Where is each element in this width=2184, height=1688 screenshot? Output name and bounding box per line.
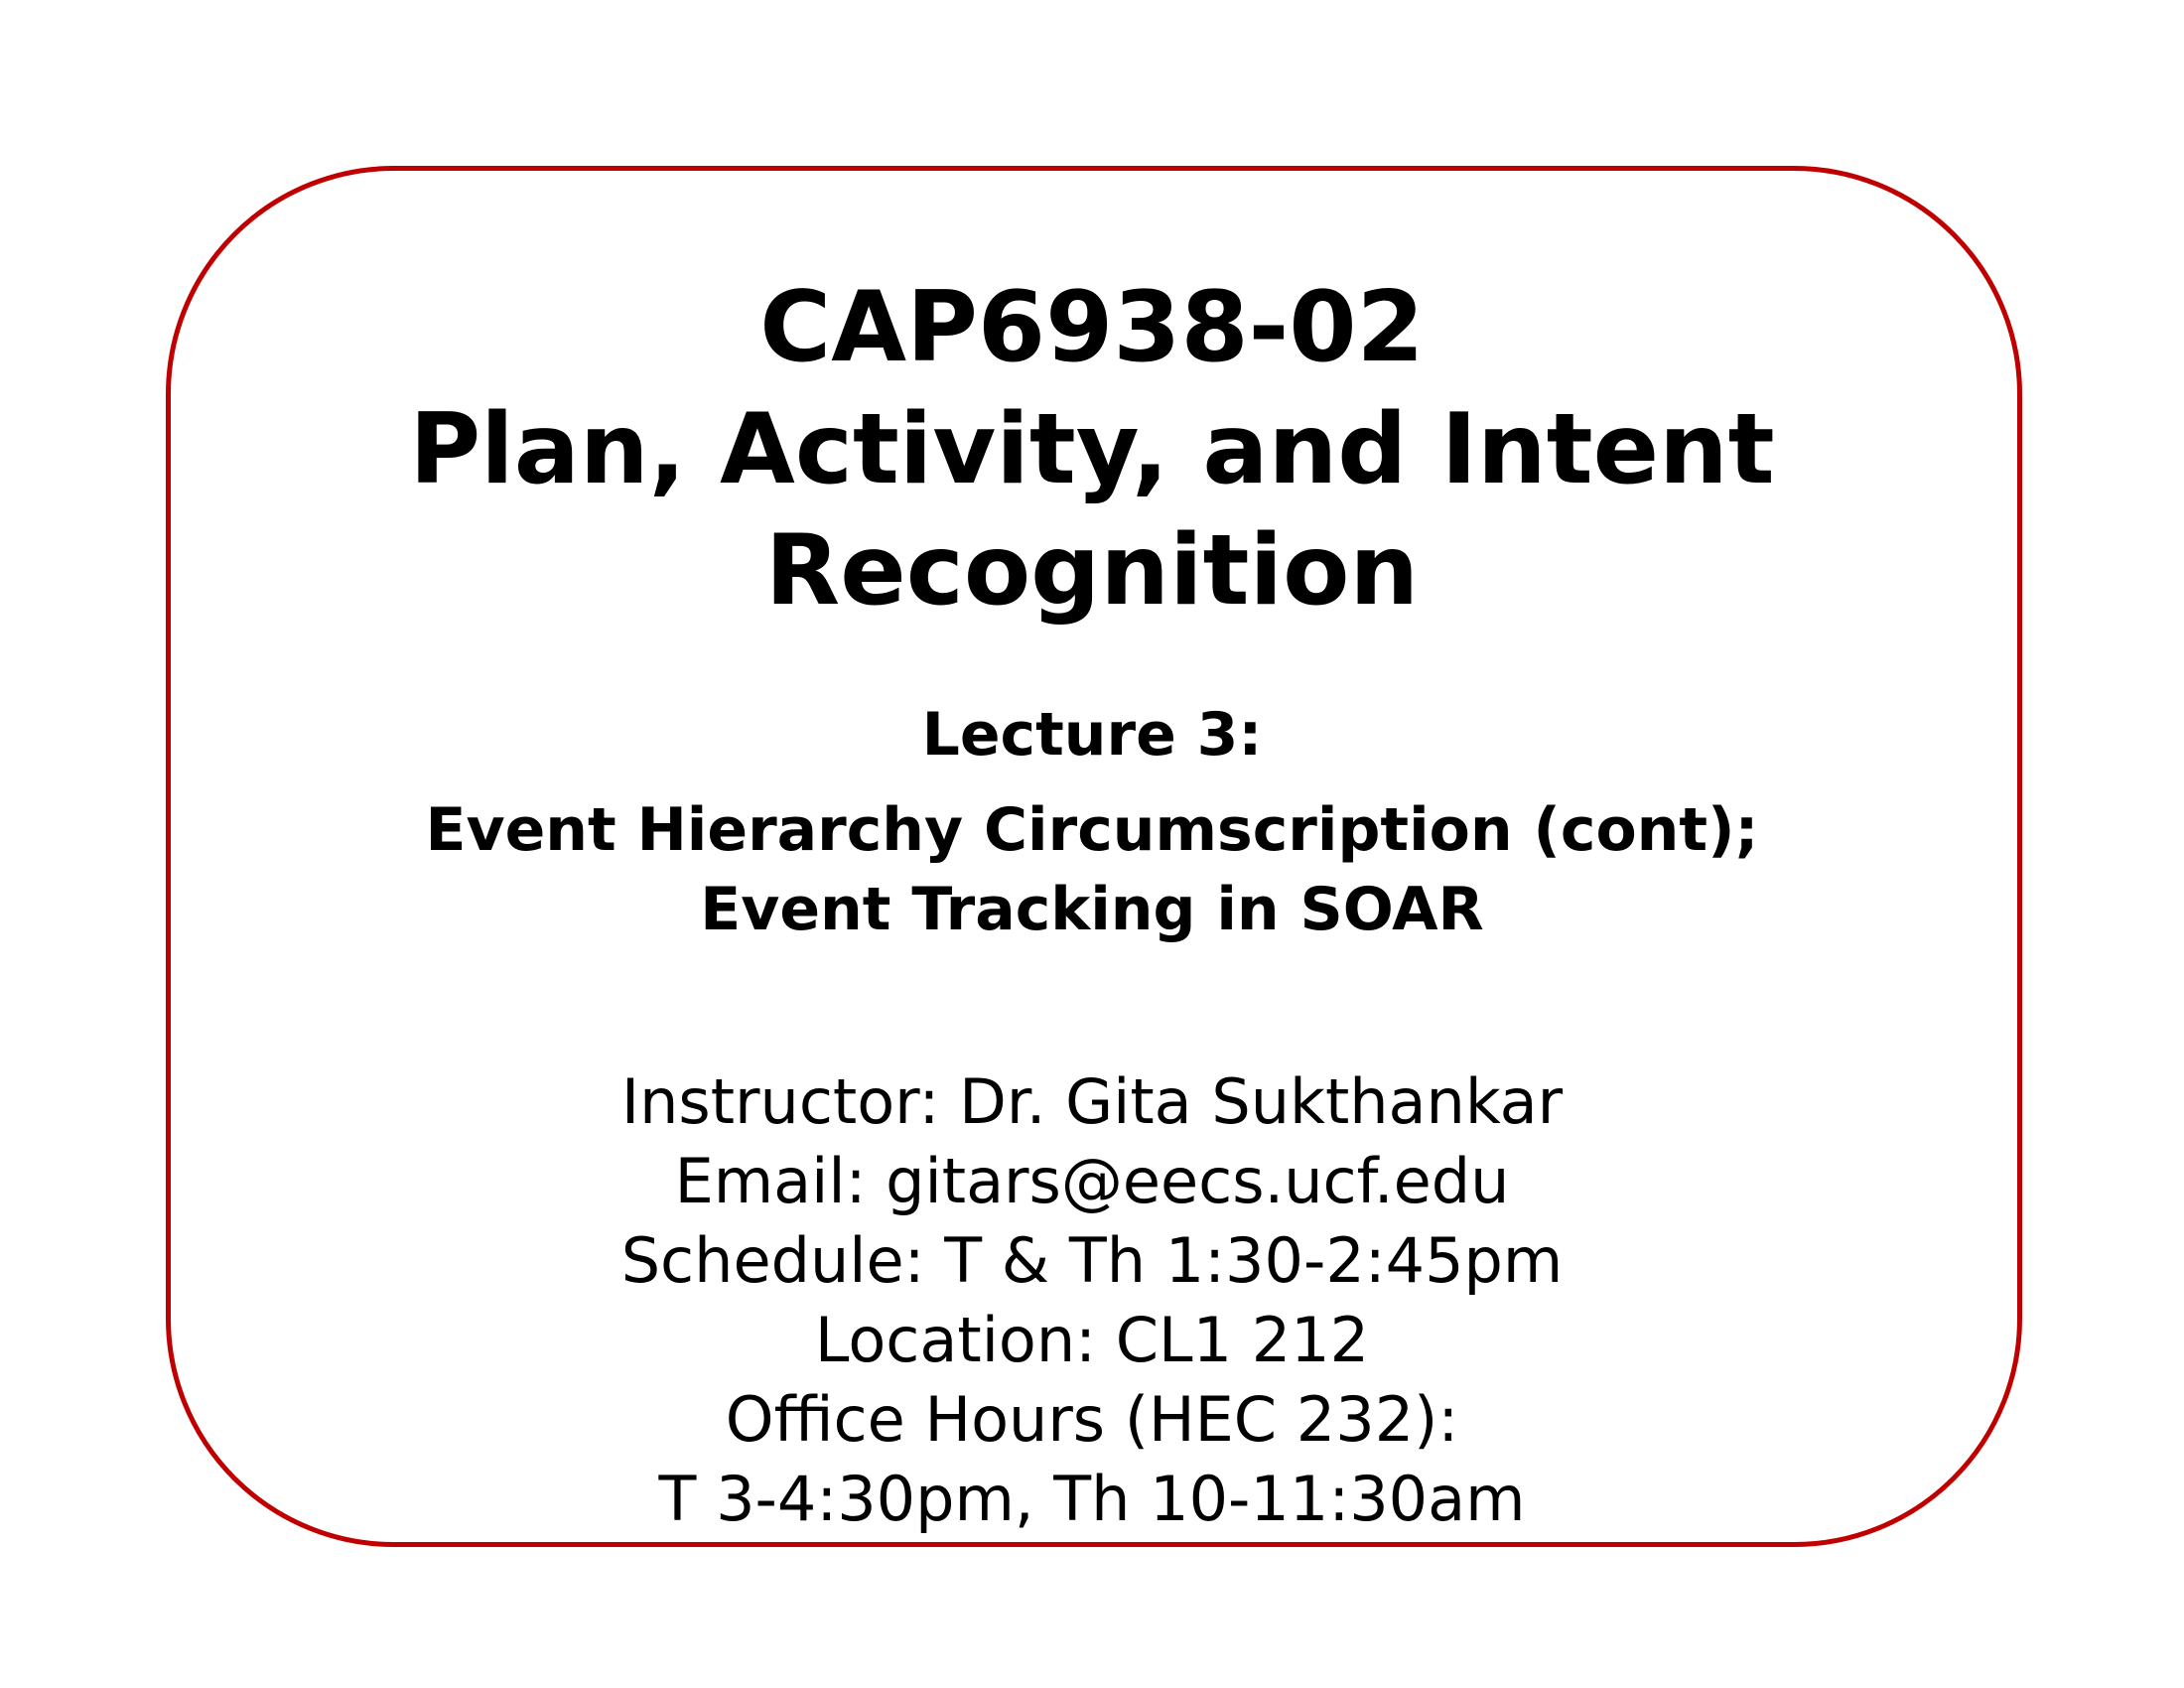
office-hours-line: Office Hours (HEC 232): [725, 1383, 1459, 1456]
course-code: CAP6938-02 [759, 271, 1425, 384]
lecture-topic-line-2: Event Tracking in SOAR [700, 875, 1484, 944]
course-title-line-1: Plan, Activity, and Intent [409, 393, 1775, 506]
location-line: Location: CL1 212 [814, 1304, 1370, 1376]
instructor-line: Instructor: Dr. Gita Sukthankar [620, 1065, 1564, 1138]
lecture-topic-line-1: Event Hierarchy Circumscription (cont); [425, 795, 1759, 865]
lecture-label: Lecture 3: [921, 700, 1263, 770]
course-title-line-2: Recognition [764, 514, 1420, 628]
email-line: Email: gitars@eecs.ucf.edu [674, 1145, 1510, 1217]
office-hours-times-line: T 3-4:30pm, Th 10-11:30am [658, 1463, 1526, 1535]
schedule-line: Schedule: T & Th 1:30-2:45pm [620, 1224, 1564, 1297]
